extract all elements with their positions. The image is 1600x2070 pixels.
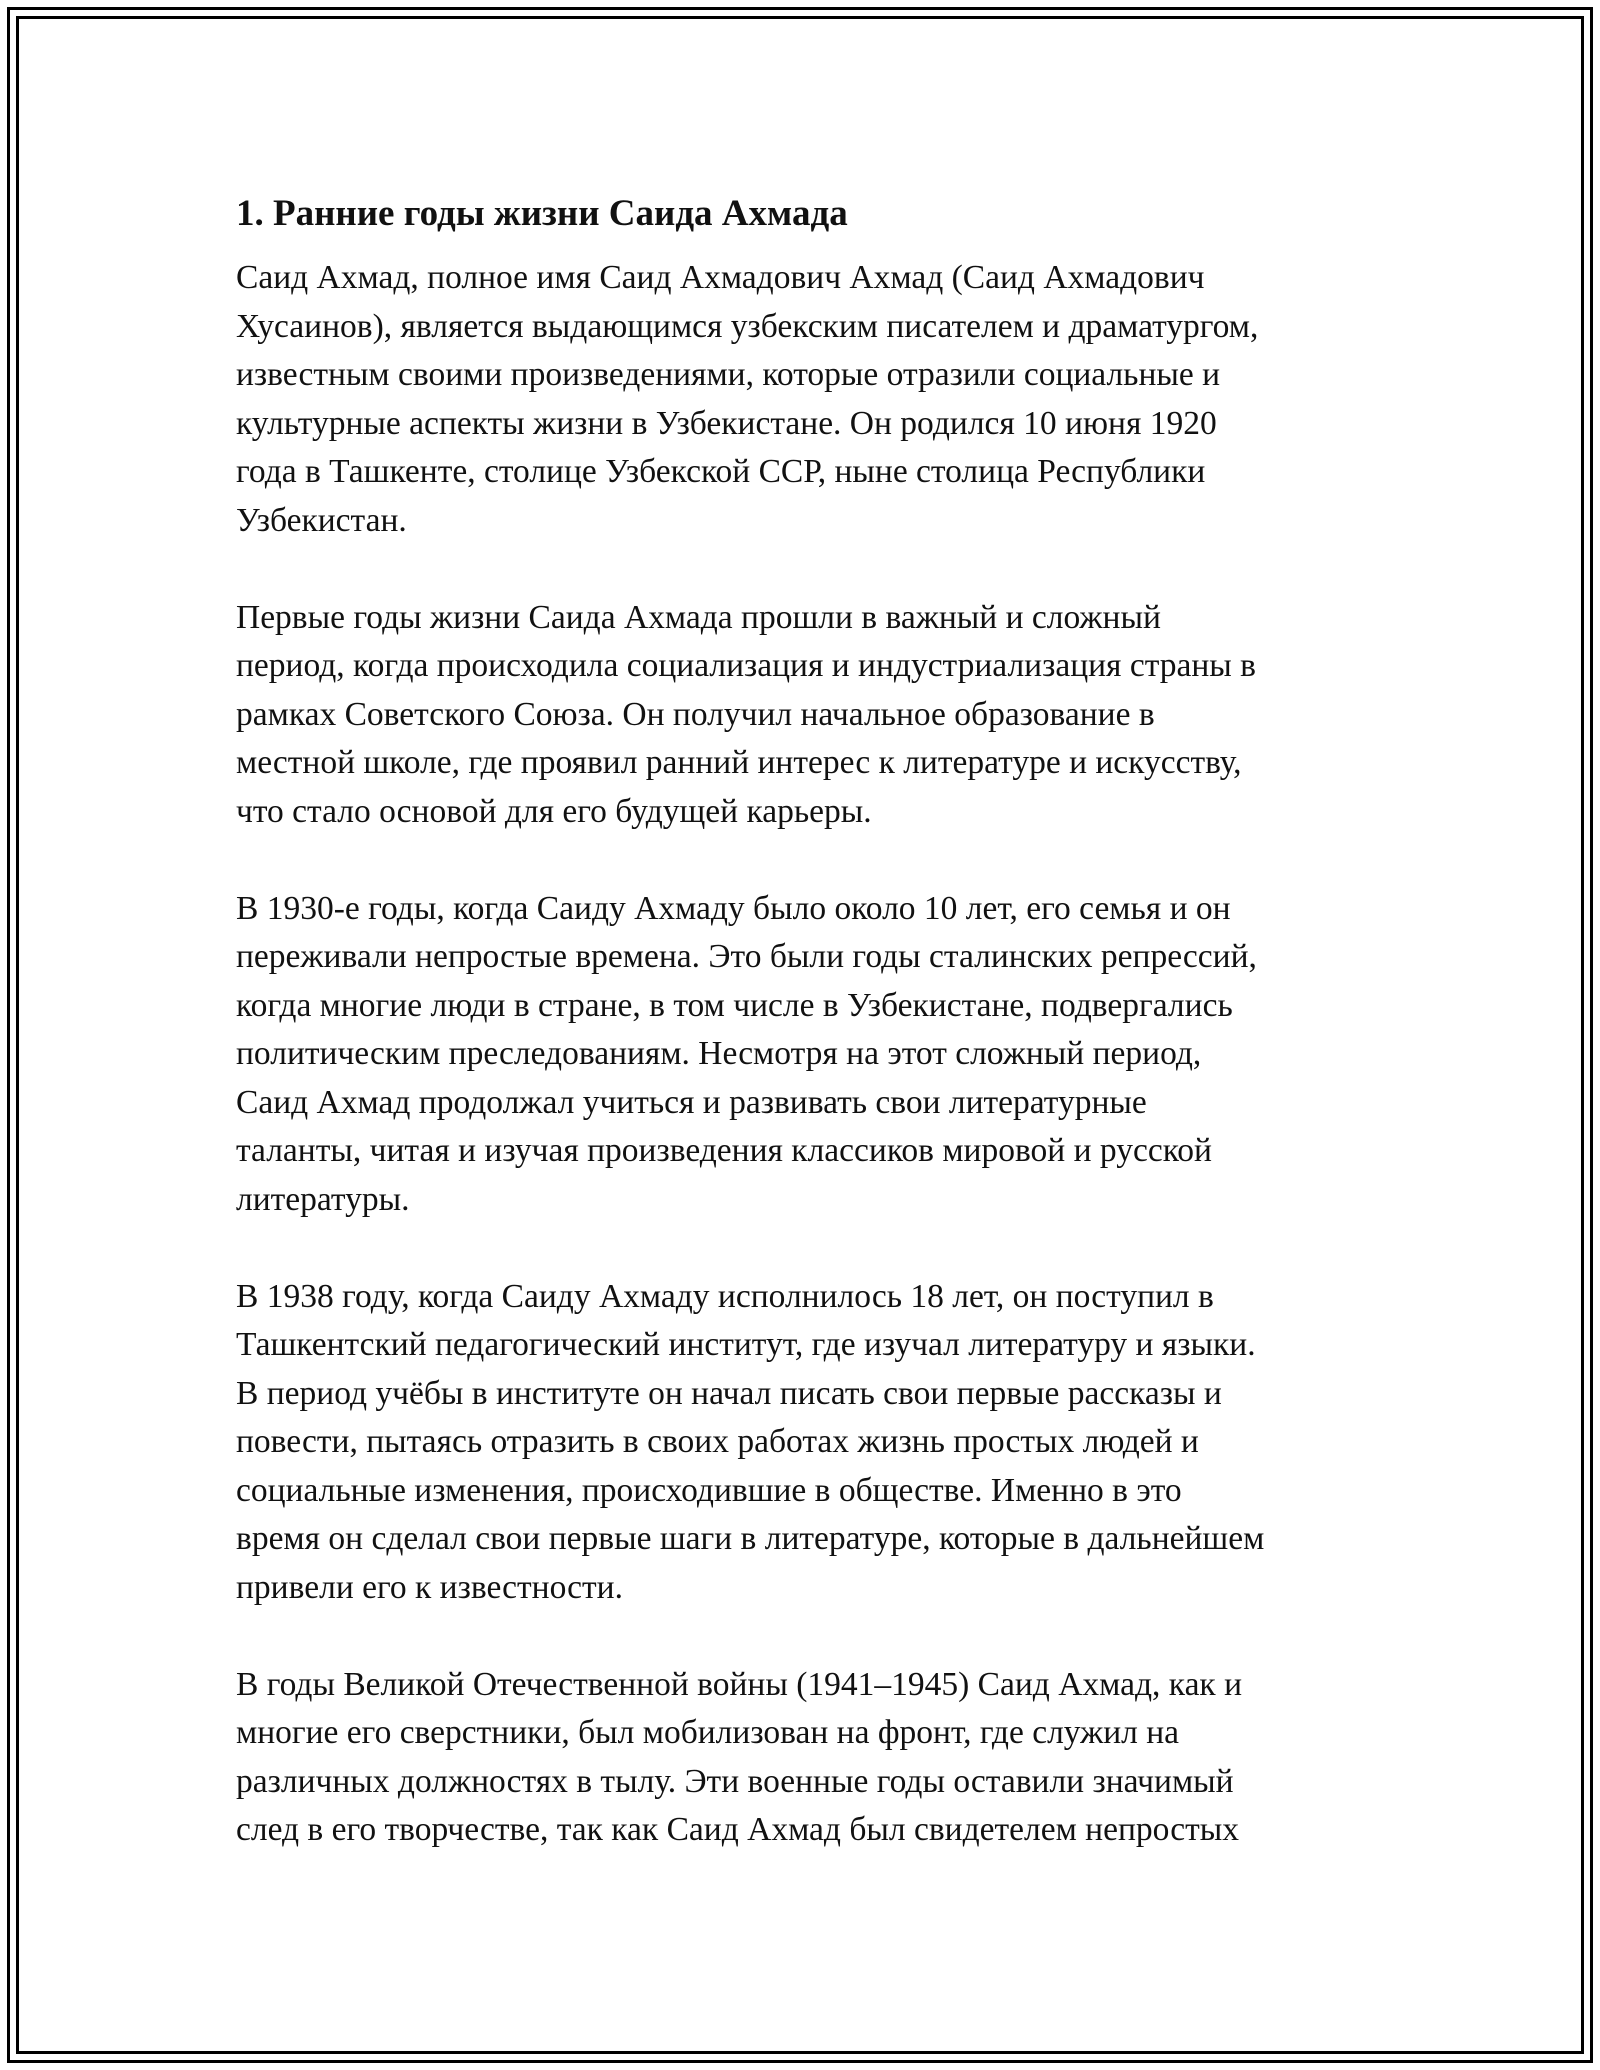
text-line: повести, пытаясь отразить в своих работах жизнь простых людей и <box>236 1423 1199 1460</box>
text-line: социальные изменения, происходившие в обществе. Именно в это <box>236 1471 1182 1509</box>
text-line: Первые годы жизни Саида Ахмада прошли в важный и сложный <box>236 598 1161 636</box>
text-line: политическим преследованиям. Несмотря на этот сложный период, <box>236 1035 1202 1072</box>
text-line: Саид Ахмад, полное имя Саид Ахмадович Ахмад (Саид Ахмадович <box>236 259 1205 296</box>
text-line: когда многие люди в стране, в том числе в Узбекистане, подвергались <box>236 986 1233 1024</box>
text-line: след в его творчестве, так как Саид Ахмад был свидетелем непростых <box>236 1811 1240 1848</box>
text-line: таланты, читая и изучая произведения классиков мировой и русской <box>236 1132 1212 1169</box>
text-line: года в Ташкенте, столице Узбекской ССР, ныне столица Республики <box>236 453 1206 490</box>
text-line: Узбекистан. <box>236 501 407 539</box>
paragraph-1 <box>236 254 1366 545</box>
text-line: литературы. <box>236 1180 410 1218</box>
section-heading: 1. Ранние годы жизни Саида Ахмада <box>236 193 848 234</box>
text-line: В 1930-е годы, когда Саиду Ахмаду было около 10 лет, его семья и он <box>236 889 1231 927</box>
text-line: переживали непростые времена. Это были годы сталинских репрессий, <box>236 938 1257 975</box>
text-line: Хусаинов), является выдающимся узбекским писателем и драматургом, <box>236 307 1259 345</box>
text-line: Ташкентский педагогический институт, где изучал литературу и языки. <box>236 1326 1256 1363</box>
text-line: культурные аспекты жизни в Узбекистане. Он родился 10 июня 1920 <box>236 404 1217 442</box>
text-line: период, когда происходила социализация и индустриализация страны в <box>236 647 1256 684</box>
text-line: время он сделал свои первые шаги в литературе, которые в дальнейшем <box>236 1520 1265 1557</box>
text-line: привели его к известности. <box>236 1568 623 1606</box>
text-line: В годы Великой Отечественной войны (1941–1945) Саид Ахмад, как и <box>236 1665 1243 1703</box>
text-line: что стало основой для его будущей карьеры. <box>236 792 872 830</box>
document-body <box>236 188 1366 1903</box>
text-line: В 1938 году, когда Саиду Ахмаду исполнилось 18 лет, он поступил в <box>236 1277 1214 1315</box>
paragraph-3 <box>236 885 1366 1225</box>
text-line: многие его сверстники, был мобилизован на фронт, где служил на <box>236 1714 1180 1751</box>
text-line: Саид Ахмад продолжал учиться и развивать свои литературные <box>236 1083 1147 1121</box>
paragraph-2 <box>236 594 1366 837</box>
text-line: местной школе, где проявил ранний интерес к литературе и искусству, <box>236 744 1242 781</box>
paragraph-5 <box>236 1661 1366 1855</box>
text-line: В период учёбы в институте он начал писать свои первые рассказы и <box>236 1374 1222 1412</box>
text-line: различных должностях в тылу. Эти военные годы оставили значимый <box>236 1762 1234 1800</box>
text-line: рамках Советского Союза. Он получил начальное образование в <box>236 695 1155 733</box>
text-line: известным своими произведениями, которые отразили социальные и <box>236 356 1221 393</box>
paragraph-4 <box>236 1273 1366 1613</box>
